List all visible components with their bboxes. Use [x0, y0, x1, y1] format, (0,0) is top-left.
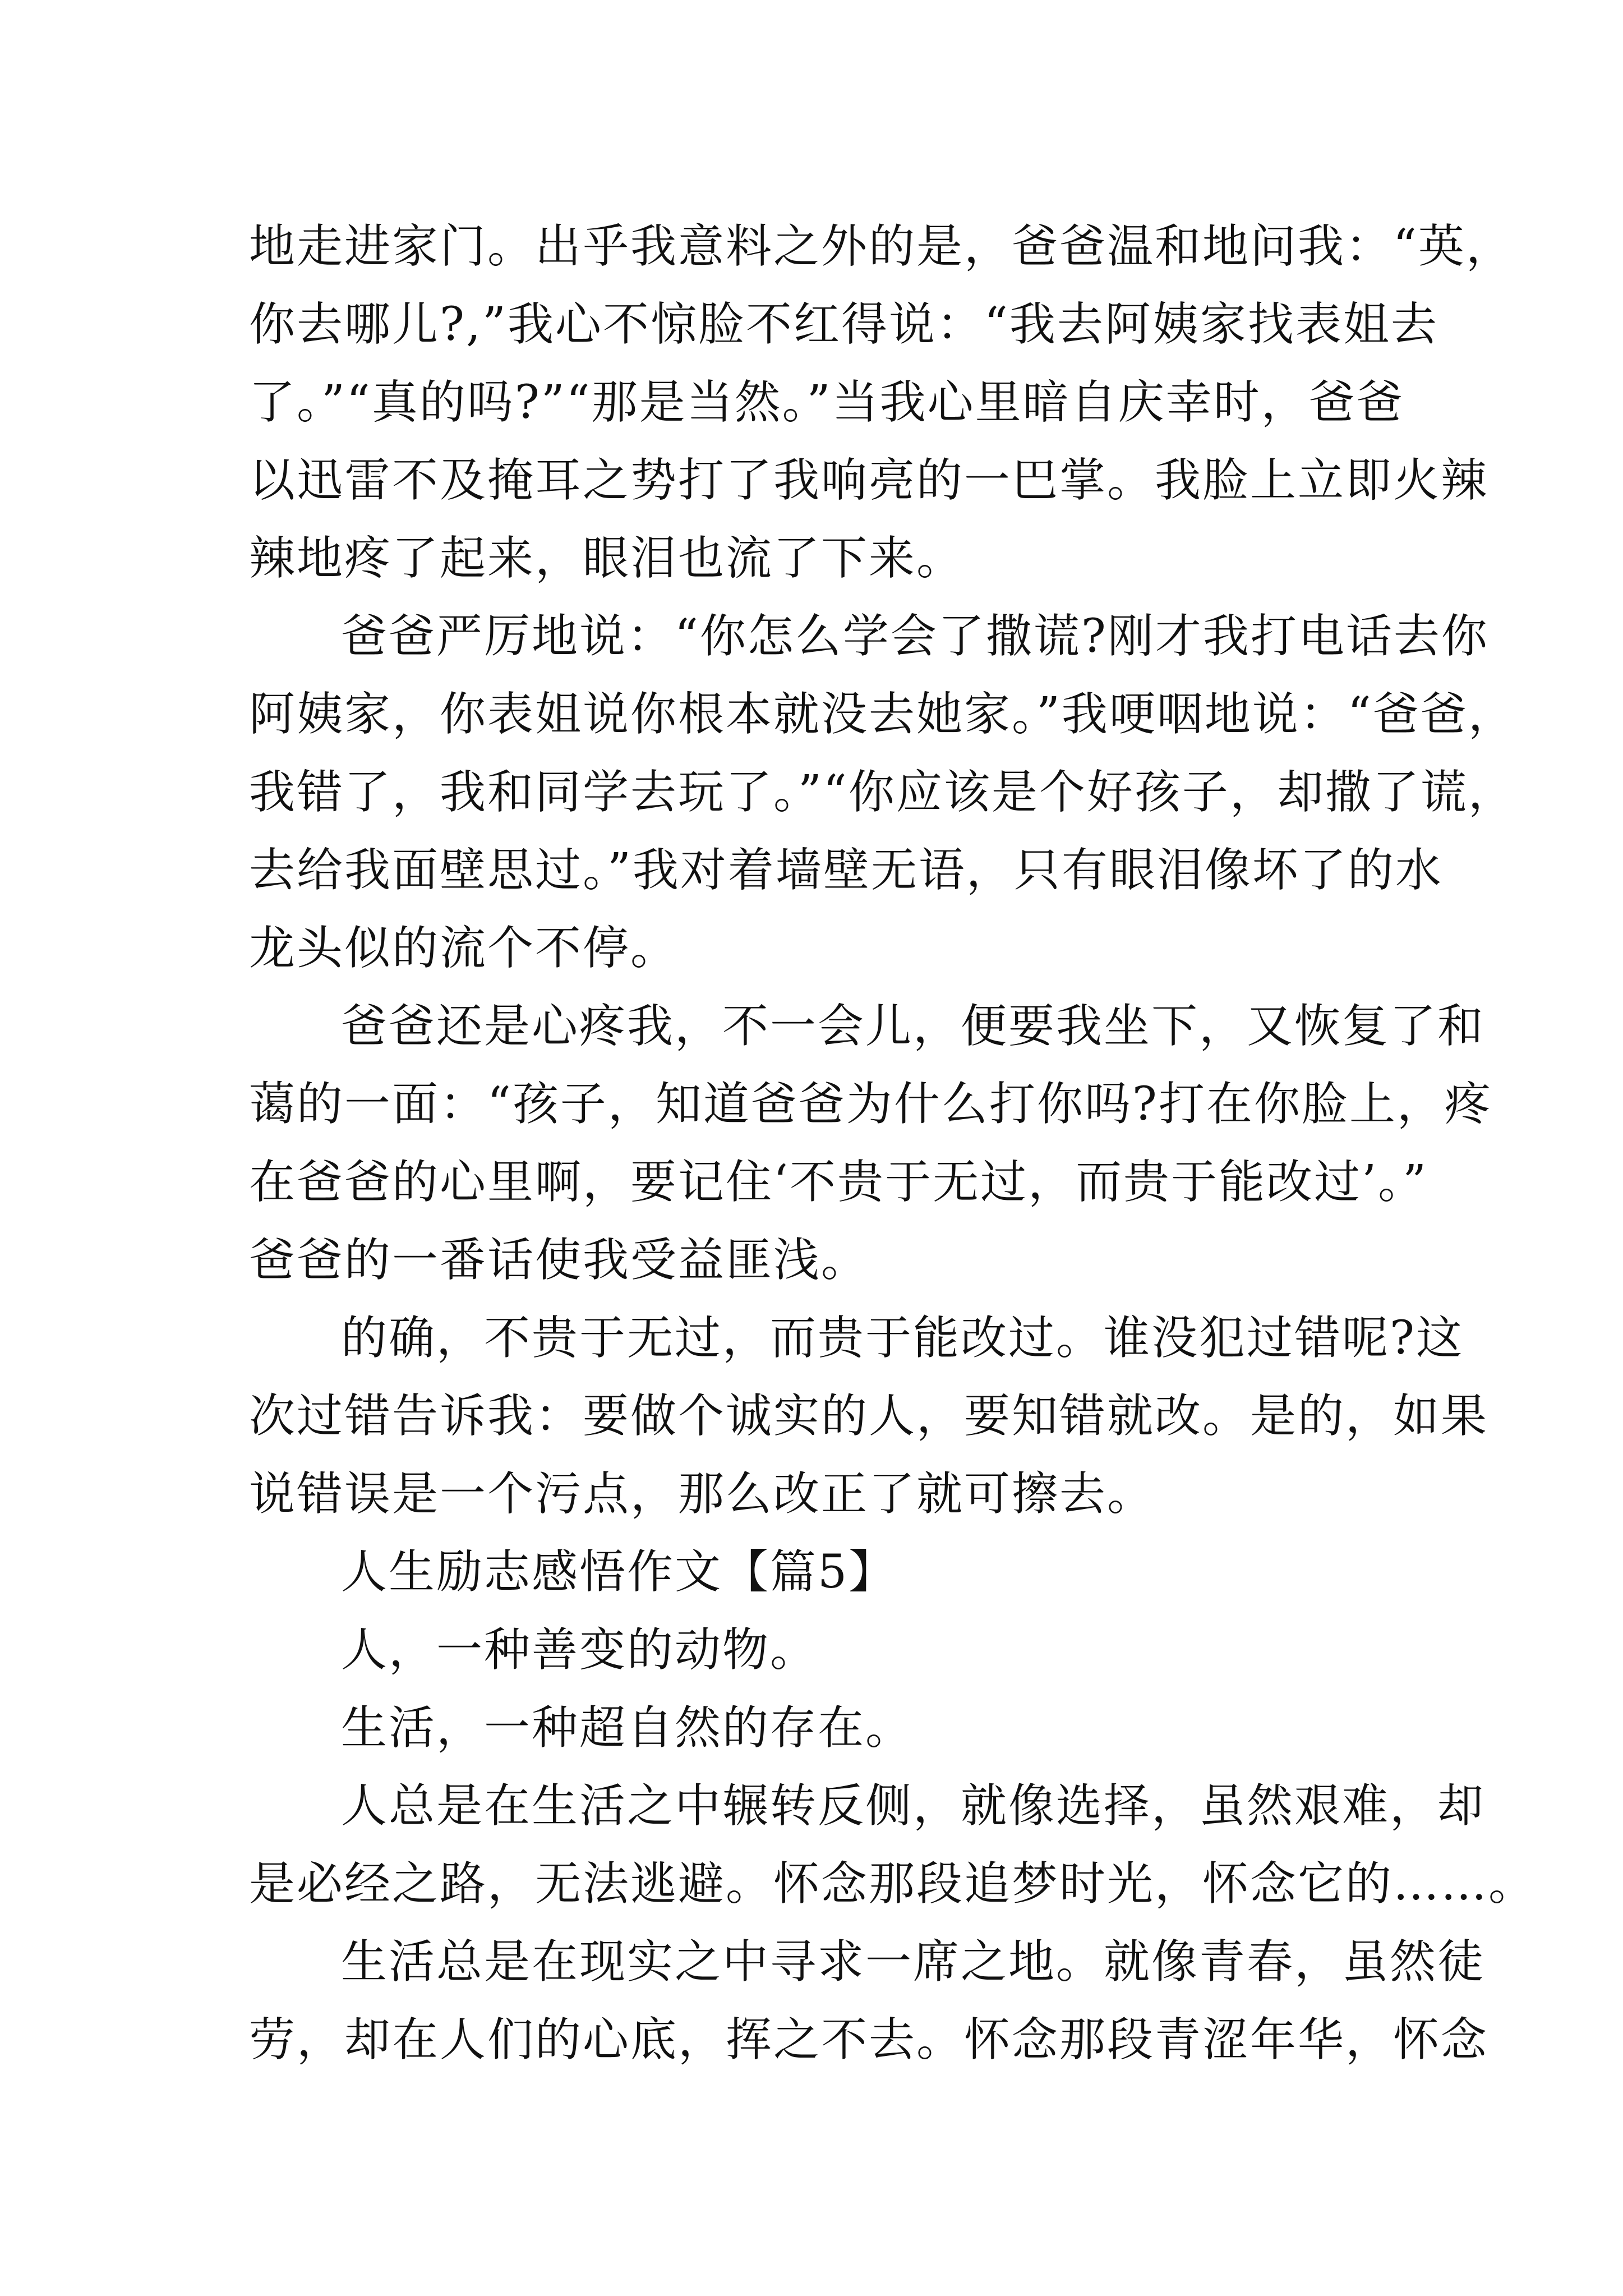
text-line-1: 地走进家门。出乎我意料之外的是，爸爸温和地问我：“英， [249, 220, 1514, 273]
section-heading: 人生励志感悟作文【篇5】 [341, 1545, 897, 1599]
text-line-10: 龙头似的流个不停。 [249, 922, 679, 975]
text-line-17: 说错误是一个污点，那么改正了就可擦去。 [249, 1467, 1155, 1521]
text-line-16: 次过错告诉我：要做个诚实的人，要知错就改。是的，如果 [249, 1389, 1489, 1443]
text-line-12: 蔼的一面：“孩子，知道爸爸为什么打你吗?打在你脸上，疼 [249, 1078, 1492, 1131]
text-line-20: 生活，一种超自然的存在。 [341, 1701, 914, 1755]
text-line-22: 是必经之路，无法逃避。怀念那段追梦时光，怀念它的……。 [249, 1857, 1537, 1911]
text-line-13: 在爸爸的心里啊，要记住‘不贵于无过，而贵于能改过’。” [249, 1156, 1428, 1209]
text-line-2: 你去哪儿?,”我心不惊脸不红得说：“我去阿姨家找表姐去 [249, 298, 1438, 351]
text-line-7: 阿姨家，你表姐说你根本就没去她家。”我哽咽地说：“爸爸， [249, 688, 1516, 741]
text-line-15: 的确，不贵于无过，而贵于能改过。谁没犯过错呢?这 [341, 1312, 1464, 1365]
text-line-21: 人总是在生活之中辗转反侧，就像选择，虽然艰难，却 [341, 1779, 1486, 1833]
text-line-19: 人，一种善变的动物。 [341, 1623, 818, 1677]
text-line-6: 爸爸严厉地说：“你怎么学会了撒谎?刚才我打电话去你 [341, 610, 1489, 663]
text-line-9: 去给我面壁思过。”我对着墙壁无语，只有眼泪像坏了的水 [249, 844, 1443, 897]
text-line-23: 生活总是在现实之中寻求一席之地。就像青春，虽然徒 [341, 1935, 1486, 1989]
text-line-11: 爸爸还是心疼我，不一会儿，便要我坐下，又恢复了和 [341, 1000, 1486, 1053]
text-line-3: 了。”“真的吗?”“那是当然。”当我心里暗自庆幸时，爸爸 [249, 376, 1404, 429]
text-line-8: 我错了，我和同学去玩了。”“你应该是个好孩子，却撒了谎， [249, 766, 1516, 819]
text-line-4: 以迅雷不及掩耳之势打了我响亮的一巴掌。我脸上立即火辣 [249, 454, 1489, 507]
document-body [249, 208, 1537, 2079]
text-line-24: 劳，却在人们的心底，挥之不去。怀念那段青涩年华，怀念 [249, 2013, 1489, 2067]
text-line-14: 爸爸的一番话使我受益匪浅。 [249, 1234, 869, 1287]
text-line-5: 辣地疼了起来，眼泪也流了下来。 [249, 532, 965, 585]
